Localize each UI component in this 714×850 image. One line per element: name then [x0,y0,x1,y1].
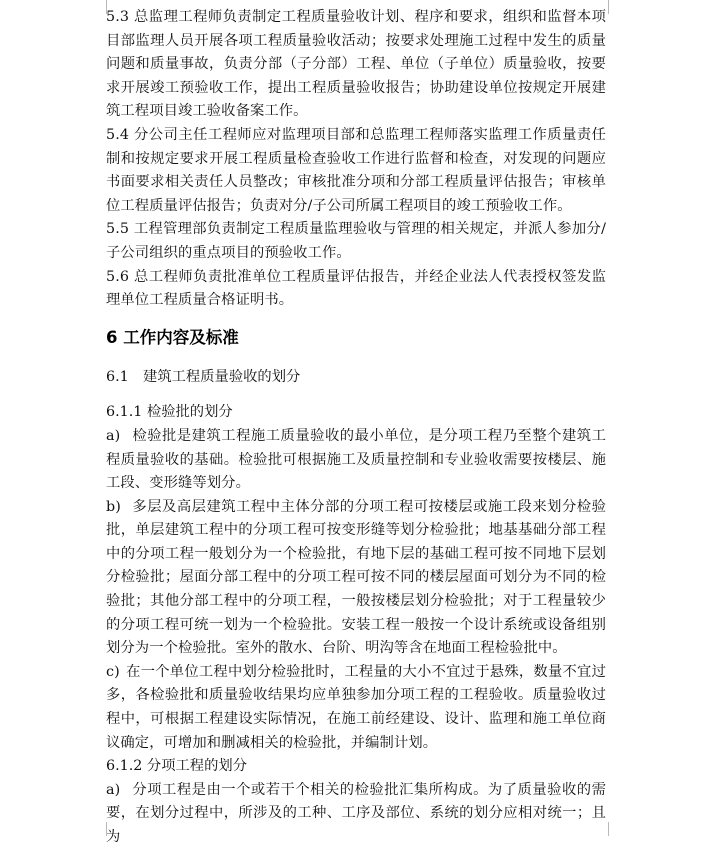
crop-mark-bottom-right [608,822,623,836]
list-item-6-1-1-a [106,425,606,496]
crop-mark-top-right [608,0,623,14]
list-item-6-1-1-b [106,496,606,661]
list-item-marker: c) [106,663,120,680]
list-item-text: 多层及高层建筑工程中主体分部的分项工程可按楼层或施工段来划分检验批，单层建筑工程中的分项工程可按变形缝等划分检验批；地基基础分部工程中的分项工程一般划分为一个检验批，有地下层的基础工程可按不同地下层划分检验批；屋面分部工程中的分项工程可按不同的楼层屋面可划分为不同的检验批；其他分部工程中的分项工程，一般按楼层划分检验批；对于工程量较少的分项工程可统一划为一个检验批。安装工程一般按一个设计系统或设备组别划分为一个检验批。室外的散水、台阶、明沟等含在地面工程检验批中。 [106,498,606,657]
list-item-text: 在一个单位工程中划分检验批时，工程量的大小不宜过于悬殊，数量不宜过多，各检验批和质量验收结果均应单独参加分项工程的工程验收。质量验收过程中，可根据工程建设实际情况，在施工前经建设、设计、监理和施工单位商议确定，可增加和删减相关的检验批，并编制计划。 [106,663,606,751]
paragraph-5-4: 5.4 分公司主任工程师应对监理项目部和总监理工程师落实监理工作质量责任制和按规定要求开展工程质量检查验收工作进行监督和检查，对发现的问题应书面要求相关责任人员整改；审核批准分项和分部工程质量评估报告；审核单位工程质量评估报告；负责对分/子公司所属工程项目的竣工预验收工作。 [106,126,606,214]
document-body [106,6,606,850]
list-item-text: 分项工程是由一个或若干个相关的检验批汇集所构成。为了质量验收的需要，在划分过程中，所涉及的工种、工序及部位、系统的划分应相对统一；且为 [106,781,606,845]
section-6-1-1-heading: 6.1.1 检验批的划分 [106,404,233,421]
list-item-text: 检验批是建筑工程施工质量验收的最小单位，是分项工程乃至整个建筑工程质量验收的基础。检验批可根据施工及质量控制和专业验收需要按楼层、施工段、变形缝等划分。 [106,427,606,492]
paragraph-5-5: 5.5 工程管理部负责制定工程质量监理验收与管理的相关规定，并派人参加分/子公司组织的重点项目的预验收工作。 [106,221,606,261]
paragraph-5-3: 5.3 总监理工程师负责制定工程质量验收计划、程序和要求，组织和监督本项目部监理人员开展各项工程质量验收活动；按要求处理施工过程中发生的质量问题和质量事故，负责分部（子分部）工程、单位（子单位）质量验收，按要求开展竣工预验收工作，提出工程质量验收报告；协助建设单位按规定开展建筑工程项目竣工验收备案工作。 [106,9,606,120]
list-item-6-1-1-c [106,661,606,755]
section-6-1-heading: 6.1 建筑工程质量验收的划分 [106,368,301,385]
crop-mark-top-left [92,0,107,14]
list-item-6-1-2-a [106,779,606,850]
section-6-heading: 6 工作内容及标准 [106,327,239,347]
paragraph-5-6: 5.6 总工程师负责批准单位工程质量评估报告，并经企业法人代表授权签发监理单位工程质量合格证明书。 [106,268,606,309]
list-item-marker: a) [106,781,121,798]
section-6-1-2-heading: 6.1.2 分项工程的划分 [106,758,247,775]
crop-mark-bottom-left [92,822,107,836]
list-item-marker: b) [106,498,121,515]
list-item-marker: a) [106,427,121,444]
